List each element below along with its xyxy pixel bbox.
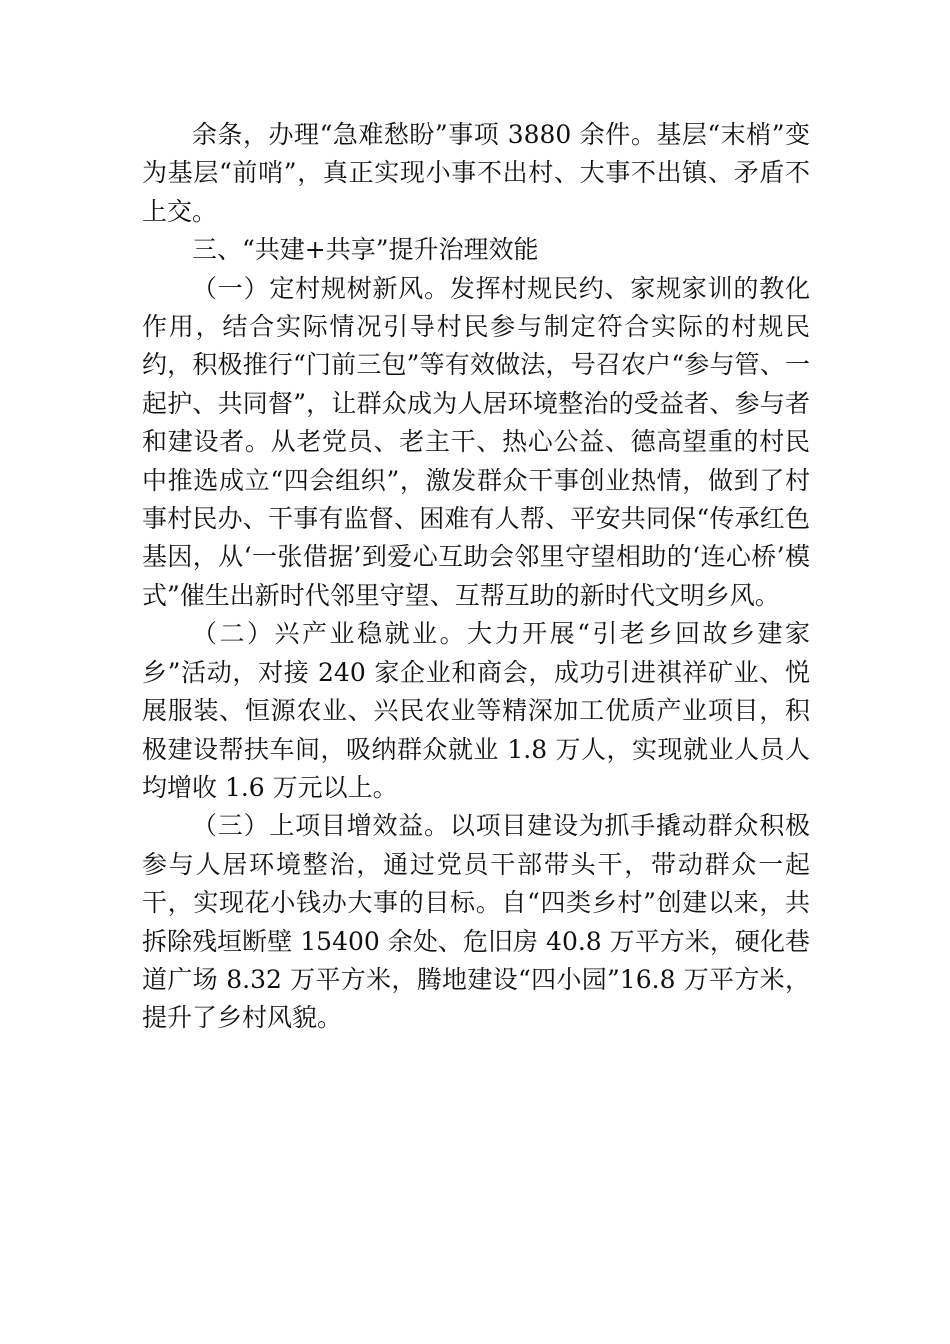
paragraph-projects-benefits: （三）上项目增效益。以项目建设为抓手撬动群众积极参与人居环境整治，通过党员干部带头干，带动群众一起干，实现花小钱办大事的目标。自“四类乡村”创建以来，共拆除残垣断壁 15400 余处、危旧房 40.8 万平方米，硬化巷道广场 8.32 万平方米，腾地建设“四小园”16.8 万平方米，提升了乡村风貌。 [142,811,810,1033]
section-heading: 三、“共建+共享”提升治理效能 [192,235,539,265]
document-body [142,116,810,1038]
paragraph-village-rules: （一）定村规树新风。发挥村规民约、家规家训的教化作用，结合实际情况引导村民参与制定符合实际的村规民约，积极推行“门前三包”等有效做法，号召农户“参与管、一起护、共同督”，让群众成为人居环境整治的受益者、参与者和建设者。从老党员、老主干、热心公益、德高望重的村民中推选成立“四会组织”，激发群众干事创业热情，做到了村事村民办、干事有监督、困难有人帮、平安共同保“传承红色基因，从‘一张借据’到爱心互助会邻里守望相助的‘连心桥’模式”催生出新时代邻里守望、互帮互助的新时代文明乡风。 [142,273,810,610]
paragraph-industry-employment: （二）兴产业稳就业。大力开展“引老乡回故乡建家乡”活动，对接 240 家企业和商会，成功引进祺祥矿业、悦展服装、恒源农业、兴民农业等精深加工优质产业项目，积极建设帮扶车间，吸纳群众就业 1.8 万人，实现就业人员人均增收 1.6 万元以上。 [142,619,810,802]
paragraph-continuation: 余条，办理“急难愁盼”事项 3880 余件。基层“末梢”变为基层“前哨”，真正实现小事不出村、大事不出镇、矛盾不上交。 [142,120,810,226]
